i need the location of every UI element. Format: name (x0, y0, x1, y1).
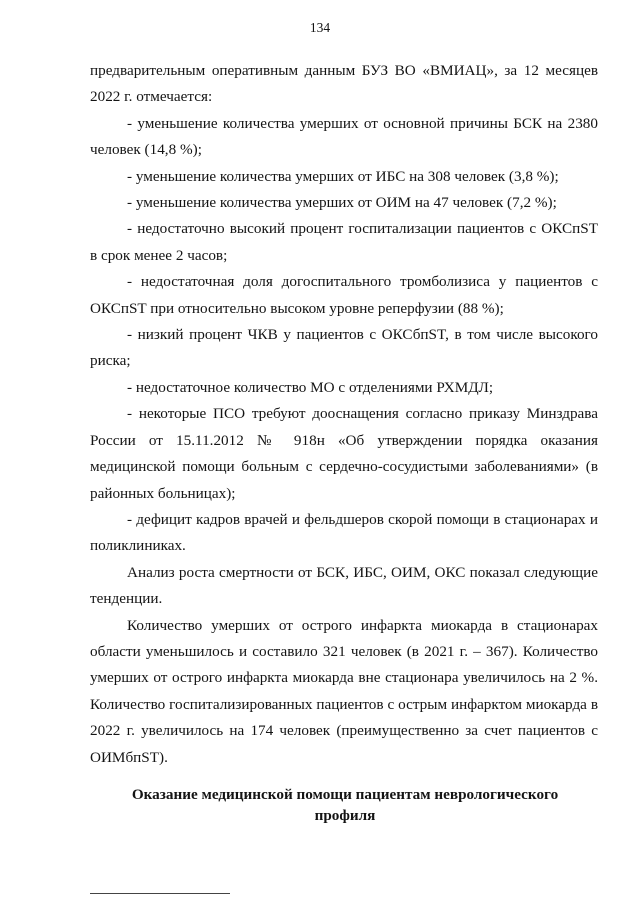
paragraph-intro: предварительным оперативным данным БУЗ ВО «ВМИАЦ», за 12 месяцев 2022 г. отмечается: (90, 62, 598, 106)
list-item-rhmdl: - недостаточное количество МО с отделениями РХМДЛ; (127, 378, 494, 396)
footnote-divider (90, 893, 230, 894)
list-item-oim: - уменьшение количества умерших от ОИМ на 47 человек (7,2 %); (127, 194, 557, 212)
list-item-hospitalization: - недостаточно высокий процент госпитализации пациентов с ОКСпST в срок менее 2 часов; (90, 220, 598, 264)
list-item-pso-equipment: - некоторые ПСО требуют дооснащения согласно приказу Минздрава России от 15.11.2012 № 918н «Об утверждении порядка оказания медицинской помощи больным с сердечно-сосудистыми заболеваниями» (в районных больницах); (90, 405, 598, 502)
document-body (90, 58, 598, 771)
list-item-bsk: - уменьшение количества умерших от основной причины БСК на 2380 человек (14,8 %); (90, 114, 598, 159)
page-number: 134 (309, 20, 331, 35)
list-item-pci: - низкий процент ЧКВ у пациентов с ОКСбпST, в том числе высокого риска; (90, 326, 598, 370)
paragraph-mi-mortality: Количество умерших от острого инфаркта миокарда в стационарах области уменьшилось и составило 321 человек (в 2021 г. – 367). Количество умерших от острого инфаркта миокарда вне стационара увеличилось на 2 %. Количество госпитализированных пациентов с острым инфарктом миокарда в 2022 г. увеличилось на 174 человек (преимущественно за счет пациентов с ОИМбпST). (90, 616, 598, 766)
list-item-staff-deficit: - дефицит кадров врачей и фельдшеров скорой помощи в стационарах и поликлиниках. (90, 510, 598, 555)
paragraph-analysis: Анализ роста смертности от БСК, ИБС, ОИМ, ОКС показал следующие тенденции. (90, 563, 598, 608)
list-item-ibs: - уменьшение количества умерших от ИБС на 308 человек (3,8 %); (127, 167, 559, 185)
list-item-thrombolysis: - недостаточная доля догоспитального тромболизиса у пациентов с ОКСпST при относительно высоком уровне реперфузии (88 %); (90, 273, 598, 317)
section-heading: Оказание медицинской помощи пациентам неврологического профиля (131, 786, 559, 824)
